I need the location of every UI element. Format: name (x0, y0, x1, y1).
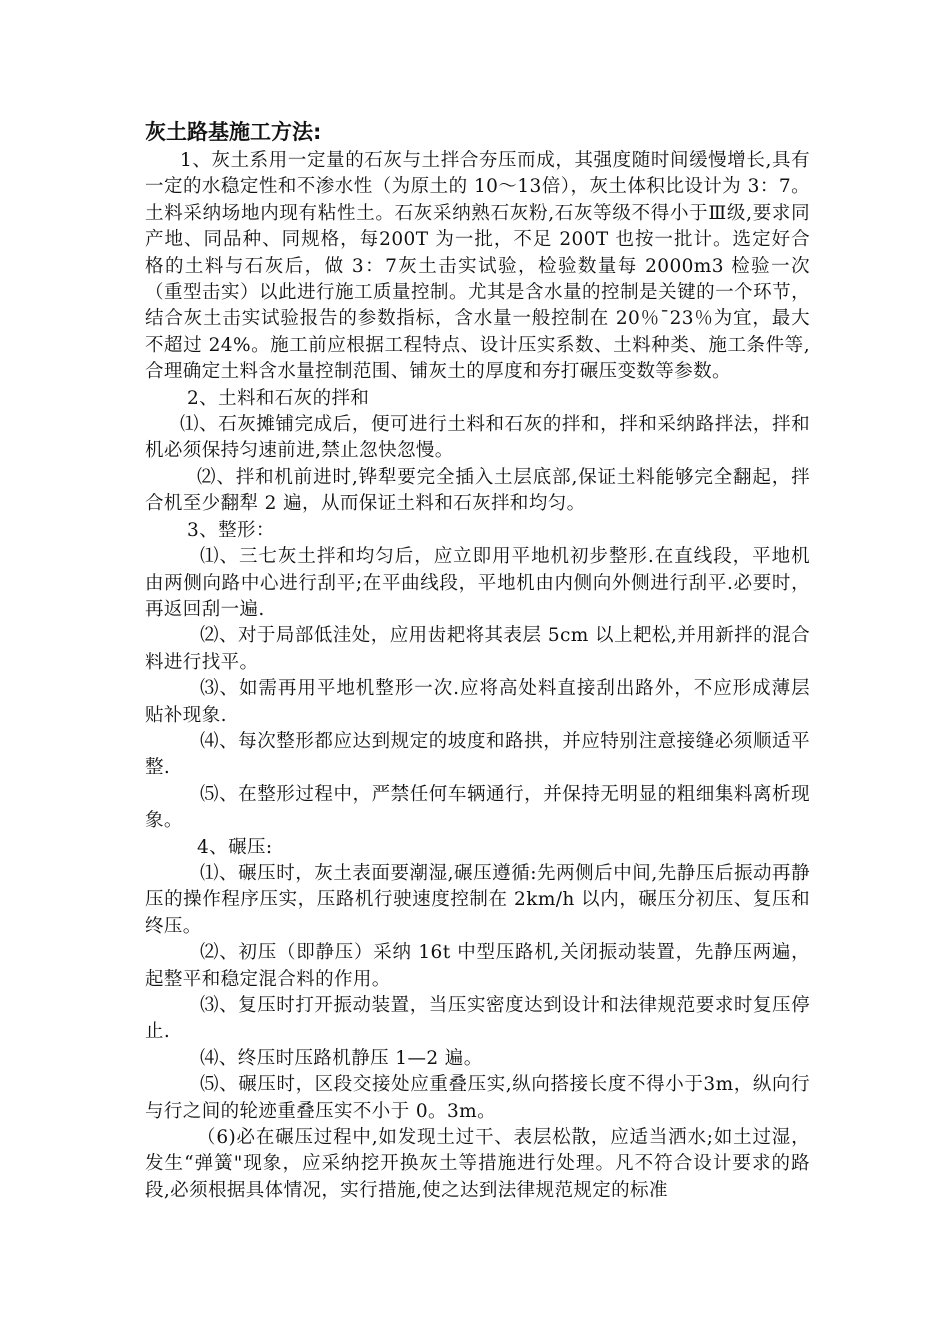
document-page (145, 118, 810, 1204)
paragraph-compaction-5: ⑸、碾压时，区段交接处应重叠压实,纵向搭接长度不得小于3m，纵向行与行之间的轮迹重叠压实不小于 0。3m。 (145, 1074, 810, 1122)
paragraph-shaping-1: ⑴、三七灰土拌和均匀后，应立即用平地机初步整形.在直线段，平地机由两侧向路中心进行刮平;在平曲线段，平地机由内侧向外侧进行刮平.必要时，再返回刮一遍. (145, 546, 810, 620)
paragraph-1-lime-soil-overview: 1、灰土系用一定量的石灰与土拌合夯压而成，其强度随时间缓慢增长,具有一定的水稳定性和不渗水性（为原土的 10～13倍），灰土体积比设计为 3：7。土料采纳场地内现有粘性土。石灰采纳熟石灰粉,石灰等级不得小于Ⅲ级,要求同产地、同品种、同规格，每200T 为一批，不足 200T 也按一批计。选定好合格的土料与石灰后，做 3：7灰土击实试验，检验数量每 2000m3 检验一次（重型击实）以此进行施工质量控制。尤其是含水量的控制是关键的一个环节，结合灰土击实试验报告的参数指标，含水量一般控制在 20％¯23％为宜，最大不超过 24%。施工前应根据工程特点、设计压实系数、土料种类、施工条件等,合理确定土料含水量控制范围、铺灰土的厚度和夯打碾压变数等参数。 (145, 150, 810, 383)
section-heading-shaping: 3、整形： (187, 519, 275, 541)
section-heading-mixing: 2、土料和石灰的拌和 (187, 387, 370, 409)
paragraph-shaping-3: ⑶、如需再用平地机整形一次.应将高处料直接刮出路外，不应形成薄层贴补现象. (145, 678, 810, 726)
paragraph-compaction-3: ⑶、复压时打开振动装置，当压实密度达到设计和法律规范要求时复压停止. (145, 995, 810, 1043)
document-title: 灰土路基施工方法: (145, 120, 322, 144)
paragraph-mixing-2: ⑵、拌和机前进时,铧犁要完全插入土层底部,保证土料能够完全翻起，拌合机至少翻犁 2 遍，从而保证土料和石灰拌和均匀。 (145, 466, 810, 515)
paragraph-compaction-4: ⑷、终压时压路机静压 1—2 遍。 (200, 1047, 483, 1069)
paragraph-compaction-2: ⑵、初压（即静压）采纳 16t 中型压路机,关闭振动装置，先静压两遍，起整平和稳定混合料的作用。 (145, 942, 810, 990)
section-heading-compaction: 4、碾压: (197, 836, 273, 858)
paragraph-mixing-1: ⑴、石灰摊铺完成后，便可进行土料和石灰的拌和，拌和采纳路拌法，拌和机必须保持匀速前进,禁止忽快忽慢。 (145, 414, 810, 462)
paragraph-shaping-2: ⑵、对于局部低洼处，应用齿耙将其表层 5cm 以上耙松,并用新拌的混合料进行找平。 (145, 625, 810, 673)
paragraph-compaction-1: ⑴、碾压时，灰土表面要潮湿,碾压遵循:先两侧后中间,先静压后振动再静压的操作程序压实，压路机行驶速度控制在 2km/h 以内，碾压分初压、复压和终压。 (145, 862, 810, 937)
paragraph-compaction-6: （6)必在碾压过程中,如发现土过干、表层松散，应适当洒水;如土过湿，发生“弹簧"现象，应采纳挖开换灰土等措施进行处理。凡不符合设计要求的路段,必须根据具体情况，实行措施,使之达到法律规范规定的标准 (145, 1127, 810, 1201)
paragraph-shaping-4: ⑷、每次整形都应达到规定的坡度和路拱，并应特别注意接缝必须顺适平整. (145, 730, 810, 779)
paragraph-shaping-5: ⑸、在整形过程中，严禁任何车辆通行，并保持无明显的粗细集料离析现象。 (145, 783, 810, 832)
